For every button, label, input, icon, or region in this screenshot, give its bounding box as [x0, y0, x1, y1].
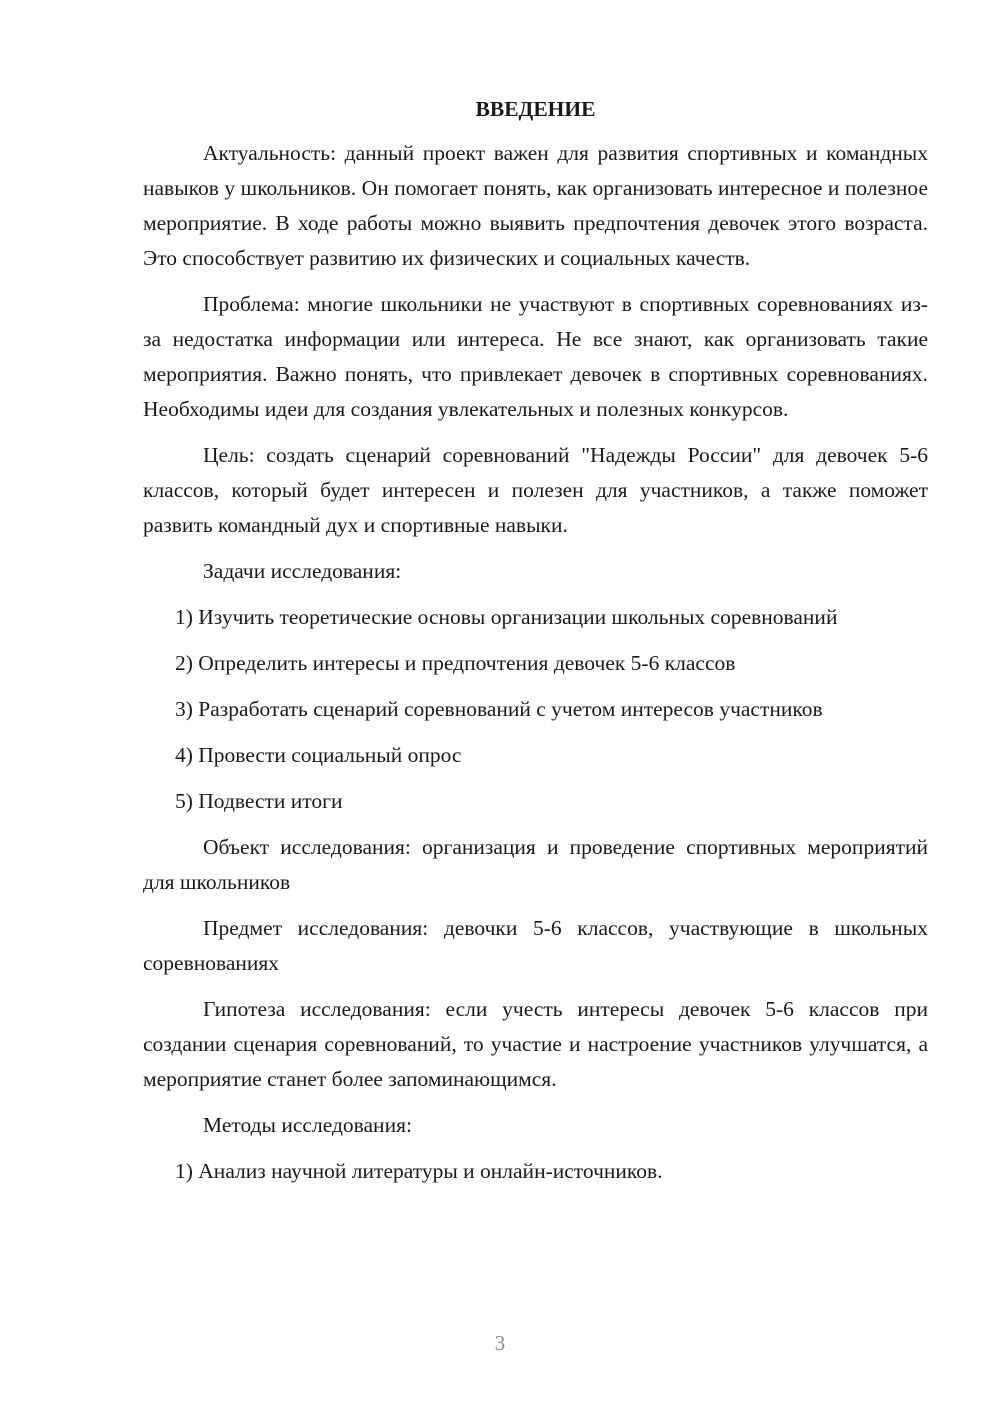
tasks-heading: Задачи исследования:	[203, 559, 402, 583]
task-item-2: 2) Определить интересы и предпочтения девочек 5-6 классов	[175, 651, 736, 675]
subject-paragraph: Предмет исследования: девочки 5-6 классов, участвующие в школьных соревнованиях	[143, 916, 928, 975]
task-item-5: 5) Подвести итоги	[175, 789, 343, 813]
relevance-paragraph: Актуальность: данный проект важен для развития спортивных и командных навыков у школьников. Он помогает понять, как организовать интересное и полезное мероприятие. В ходе работы можно выявить предпочтения девочек этого возраста. Это способствует развитию их физических и социальных качеств.	[143, 141, 928, 270]
methods-heading: Методы исследования:	[203, 1113, 412, 1137]
task-item-3: 3) Разработать сценарий соревнований с учетом интересов участников	[175, 697, 823, 721]
page-title: ВВЕДЕНИЕ	[475, 97, 596, 121]
document-page	[143, 92, 928, 1200]
task-item-1: 1) Изучить теоретические основы организации школьных соревнований	[175, 605, 838, 629]
problem-paragraph: Проблема: многие школьники не участвуют в спортивных соревнованиях из-за недостатка информации или интереса. Не все знают, как организовать такие мероприятия. Важно понять, что привлекает девочек в спортивных соревнованиях. Необходимы идеи для создания увлекательных и полезных конкурсов.	[143, 292, 928, 421]
task-item-4: 4) Провести социальный опрос	[175, 743, 462, 767]
object-paragraph: Объект исследования: организация и проведение спортивных мероприятий для школьников	[143, 835, 928, 894]
hypothesis-paragraph: Гипотеза исследования: если учесть интересы девочек 5-6 классов при создании сценария соревнований, то участие и настроение участников улучшатся, а мероприятие станет более запоминающимся.	[143, 997, 928, 1091]
page-number: 3	[494, 1331, 506, 1355]
method-item-1: 1) Анализ научной литературы и онлайн-источников.	[175, 1159, 663, 1183]
goal-paragraph: Цель: создать сценарий соревнований "Надежды России" для девочек 5-6 классов, который будет интересен и полезен для участников, а также поможет развить командный дух и спортивные навыки.	[143, 443, 928, 537]
